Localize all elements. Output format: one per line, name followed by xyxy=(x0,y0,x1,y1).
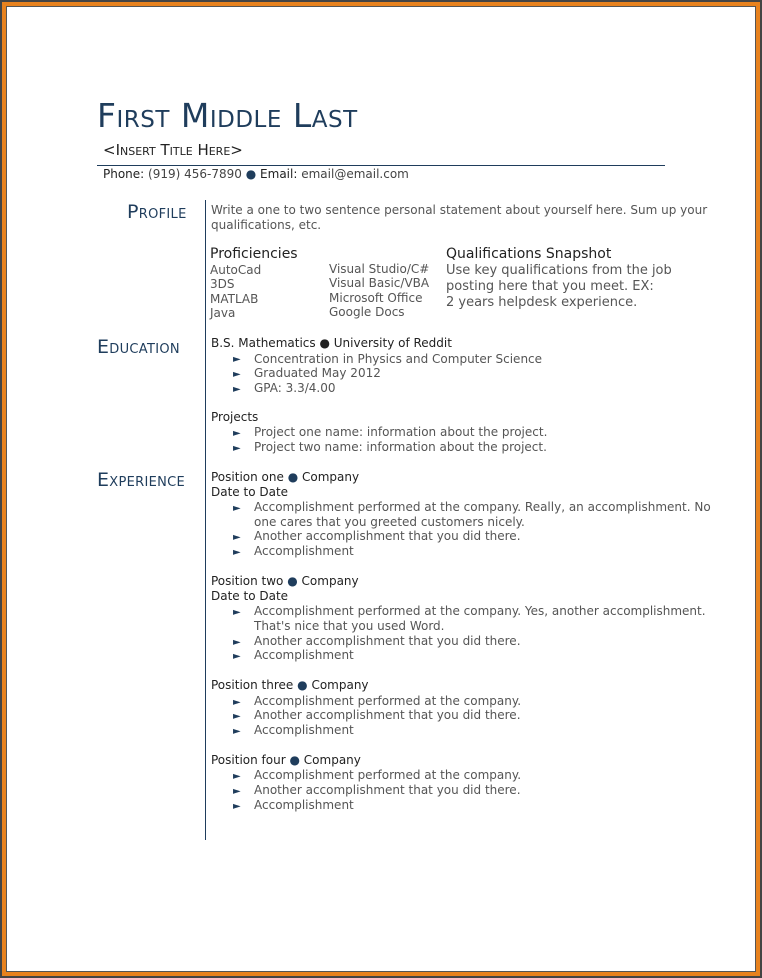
proficiency-item: Visual Basic/VBA xyxy=(329,276,430,290)
position-title: Position four xyxy=(211,753,286,767)
phone-value: (919) 456-7890 xyxy=(148,167,242,181)
bullet-arrow-icon: ► xyxy=(233,443,241,454)
position-line xyxy=(211,753,361,767)
email-value: email@email.com xyxy=(301,167,409,181)
snapshot-line: posting here that you meet. EX: xyxy=(446,279,654,294)
experience-bullet: Accomplishment performed at the company. Really, an accomplishment. No xyxy=(254,500,711,514)
projects-heading: Projects xyxy=(211,410,259,424)
proficiencies-heading: Proficiencies xyxy=(210,246,298,262)
profile-statement-line-1: Write a one to two sentence personal statement about yourself here. Sum up your xyxy=(211,203,708,217)
bullet-arrow-icon: ► xyxy=(233,369,241,380)
bullet-arrow-icon: ► xyxy=(233,428,241,439)
degree-line xyxy=(211,336,452,350)
bullet-arrow-icon: ► xyxy=(233,384,241,395)
bullet-arrow-icon: ► xyxy=(233,771,241,782)
education-bullet: Graduated May 2012 xyxy=(254,366,381,380)
position-company: Company xyxy=(302,470,360,484)
bullet-arrow-icon: ► xyxy=(233,607,241,618)
position-separator: ● xyxy=(289,753,300,767)
bullet-arrow-icon: ► xyxy=(233,354,241,365)
proficiency-item: Java xyxy=(210,306,236,320)
position-line xyxy=(211,678,369,692)
email-label: Email: xyxy=(260,167,298,181)
profile-heading: Profile xyxy=(127,201,187,223)
bullet-arrow-icon: ► xyxy=(233,697,241,708)
experience-bullet: Accomplishment xyxy=(254,723,354,737)
experience-bullet: Accomplishment performed at the company. xyxy=(254,768,522,782)
experience-heading: Experience xyxy=(97,469,186,491)
experience-bullet: Accomplishment performed at the company. xyxy=(254,694,522,708)
position-separator: ● xyxy=(297,678,308,692)
bullet-arrow-icon: ► xyxy=(233,711,241,722)
snapshot-line: Use key qualifications from the job xyxy=(446,263,672,278)
position-title: Position two xyxy=(211,574,284,588)
project-bullet: Project two name: information about the project. xyxy=(254,440,547,454)
position-line xyxy=(211,470,359,484)
position-separator: ● xyxy=(287,470,299,484)
position-company: Company xyxy=(303,753,361,767)
experience-bullet-continued: one cares that you greeted customers nicely. xyxy=(254,515,525,529)
experience-bullet: Accomplishment xyxy=(254,544,354,558)
experience-bullet: Accomplishment performed at the company. Yes, another accomplishment. xyxy=(254,604,706,618)
experience-bullet: Accomplishment xyxy=(254,798,354,812)
qualifications-snapshot-heading: Qualifications Snapshot xyxy=(446,246,612,262)
experience-bullet: Another accomplishment that you did there. xyxy=(254,708,521,722)
proficiency-item: Visual Studio/C# xyxy=(329,262,430,276)
position-line xyxy=(211,574,359,588)
experience-bullet: Another accomplishment that you did there. xyxy=(254,529,521,543)
bullet-arrow-icon: ► xyxy=(233,503,241,514)
bullet-arrow-icon: ► xyxy=(233,651,241,662)
header-rule xyxy=(97,165,665,166)
resume-name: First Middle Last xyxy=(97,96,358,135)
bullet-arrow-icon: ► xyxy=(233,532,241,543)
position-title: Position three xyxy=(211,678,294,692)
bullet-arrow-icon: ► xyxy=(233,801,241,812)
bullet-arrow-icon: ► xyxy=(233,547,241,558)
snapshot-line: 2 years helpdesk experience. xyxy=(446,295,638,310)
bullet-arrow-icon: ► xyxy=(233,786,241,797)
experience-bullet-continued: That's nice that you used Word. xyxy=(254,619,445,633)
education-bullet: Concentration in Physics and Computer Science xyxy=(254,352,543,366)
project-bullet: Project one name: information about the project. xyxy=(254,425,548,439)
bullet-arrow-icon: ► xyxy=(233,637,241,648)
contact-line xyxy=(103,167,409,181)
proficiency-item: AutoCad xyxy=(210,263,262,277)
position-dates: Date to Date xyxy=(211,589,289,603)
position-separator: ● xyxy=(287,574,298,588)
degree-separator: ● xyxy=(319,336,330,350)
experience-bullet: Another accomplishment that you did there. xyxy=(254,783,521,797)
position-company: Company xyxy=(311,678,369,692)
bullet-arrow-icon: ► xyxy=(233,726,241,737)
proficiency-item: Google Docs xyxy=(329,305,405,319)
profile-statement-line-2: qualifications, etc. xyxy=(211,218,322,232)
experience-bullet: Accomplishment xyxy=(254,648,354,662)
position-title: Position one xyxy=(211,470,284,484)
proficiency-item: Microsoft Office xyxy=(329,291,423,305)
position-dates: Date to Date xyxy=(211,485,289,499)
experience-bullet: Another accomplishment that you did there. xyxy=(254,634,521,648)
proficiency-item: 3DS xyxy=(210,277,235,291)
education-heading: Education xyxy=(97,336,180,358)
proficiency-item: MATLAB xyxy=(210,292,259,306)
school: University of Reddit xyxy=(333,336,452,350)
resume-title: <Insert Title Here> xyxy=(103,141,243,159)
education-bullet: GPA: 3.3/4.00 xyxy=(254,381,336,395)
section-divider-line xyxy=(205,200,206,840)
position-company: Company xyxy=(301,574,359,588)
degree: B.S. Mathematics xyxy=(211,336,316,350)
phone-label: Phone: xyxy=(103,167,145,181)
contact-separator: ● xyxy=(245,167,257,181)
